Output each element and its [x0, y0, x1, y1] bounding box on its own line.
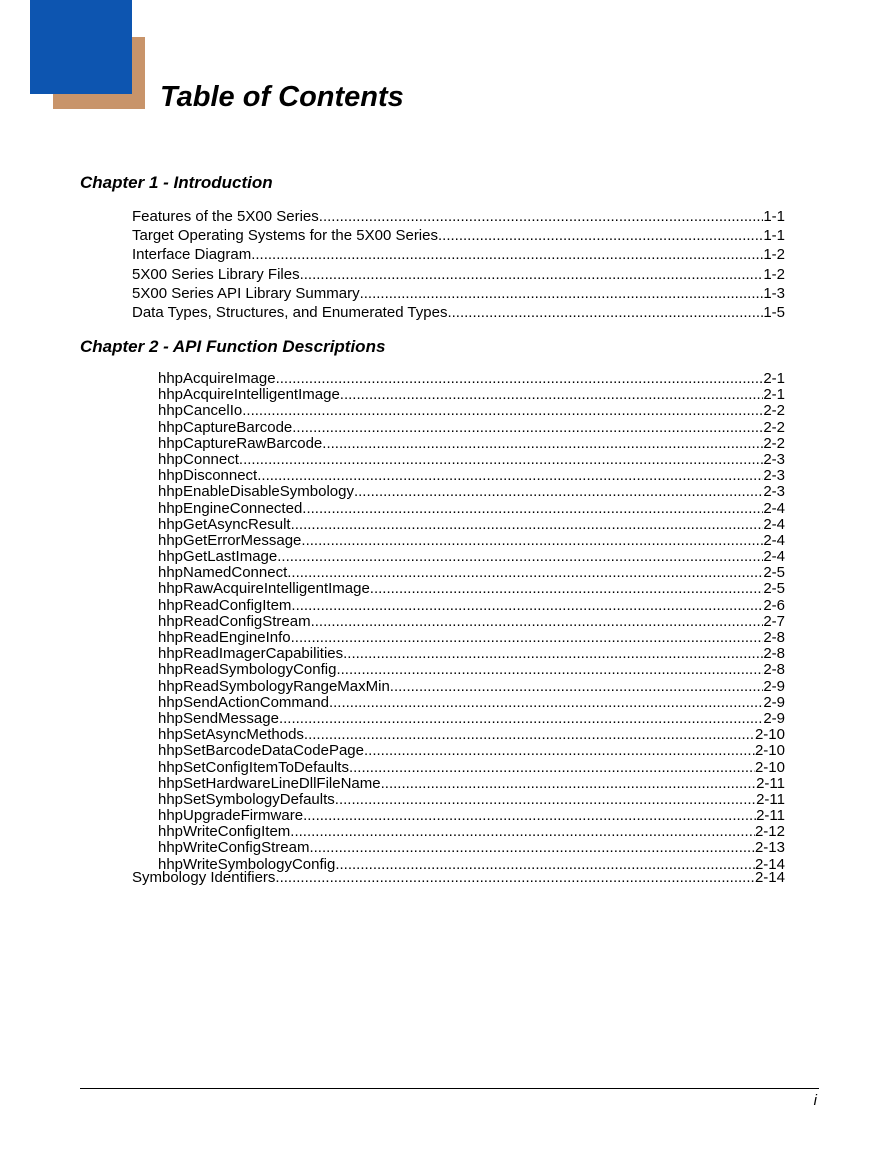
footer-divider — [80, 1088, 819, 1089]
toc-entry-page: 2-3 — [763, 451, 785, 468]
dot-leader — [340, 387, 764, 403]
dot-leader — [279, 711, 763, 727]
dot-leader — [349, 760, 755, 776]
toc-entry[interactable] — [158, 679, 785, 695]
dot-leader — [277, 549, 763, 565]
toc-entry-page: 2-14 — [754, 856, 785, 873]
toc-entry[interactable] — [158, 581, 785, 597]
dot-leader — [447, 303, 763, 322]
toc-entry-page: 2-1 — [763, 371, 785, 387]
dot-leader — [336, 662, 763, 678]
toc-entry[interactable] — [158, 840, 785, 856]
toc-entry-page: 1-3 — [763, 284, 785, 302]
dot-leader — [438, 226, 763, 245]
toc-entry-page: 2-4 — [763, 500, 785, 517]
toc-entry-page: 2-11 — [756, 808, 785, 825]
toc-entry-label: hhpEnableDisableSymbology — [158, 484, 354, 501]
toc-entry-page: 2-10 — [754, 727, 785, 744]
dot-leader — [390, 679, 764, 695]
toc-entry[interactable] — [158, 549, 785, 565]
toc-entry[interactable] — [158, 646, 785, 662]
toc-entry-page: 1-1 — [763, 227, 785, 245]
dot-leader — [329, 695, 763, 711]
toc-entry[interactable] — [158, 727, 785, 743]
toc-entry-label: Interface Diagram — [132, 246, 252, 264]
toc-entry[interactable] — [158, 371, 785, 387]
toc-entry-label: hhpReadSymbologyRangeMaxMin — [158, 678, 390, 695]
toc-entry[interactable] — [158, 760, 785, 776]
toc-entry-label: hhpRawAcquireIntelligentImage — [158, 581, 370, 598]
toc-entry-label: hhpSetConfigItemToDefaults — [158, 759, 349, 776]
dot-leader — [251, 245, 763, 264]
toc-entry-label: hhpDisconnect — [158, 468, 258, 485]
dot-leader — [364, 743, 755, 759]
toc-entry-page: 2-2 — [763, 403, 785, 420]
toc-entry-label: hhpNamedConnect — [158, 565, 288, 582]
toc-entry-page: 2-2 — [763, 435, 785, 452]
dot-leader — [291, 517, 764, 533]
toc-entry-label: hhpWriteSymbologyConfig — [158, 856, 336, 873]
toc-entry-page: 2-11 — [756, 791, 785, 808]
dot-leader — [354, 484, 763, 500]
dot-leader — [290, 824, 755, 840]
dot-leader — [311, 614, 764, 630]
toc-entry[interactable] — [132, 870, 785, 886]
toc-entry-page: 1-5 — [763, 303, 785, 321]
toc-entry-label: hhpAcquireIntelligentImage — [158, 387, 340, 404]
toc-entry-label: hhpAcquireImage — [158, 371, 276, 387]
toc-entry[interactable] — [158, 517, 785, 533]
dot-leader — [275, 870, 755, 886]
chapter-2-toc-list — [158, 371, 785, 873]
toc-entry-page: 2-12 — [754, 824, 785, 841]
dot-leader — [291, 630, 764, 646]
toc-entry-label: hhpSendActionCommand — [158, 694, 329, 711]
toc-entry[interactable] — [158, 565, 785, 581]
toc-entry-label: hhpCaptureBarcode — [158, 419, 293, 436]
toc-entry-page: 2-7 — [763, 613, 785, 630]
toc-entry-page: 2-9 — [763, 694, 785, 711]
dot-leader — [335, 792, 756, 808]
toc-entry[interactable] — [158, 387, 785, 403]
toc-entry[interactable] — [158, 420, 785, 436]
chapter-2-heading: Chapter 2 - API Function Descriptions — [80, 337, 386, 356]
toc-entry-label: hhpWriteConfigStream — [158, 840, 310, 857]
toc-entry-label: Symbology Identifiers — [132, 870, 276, 886]
toc-entry-page: 2-1 — [763, 387, 785, 404]
toc-entry-label: Data Types, Structures, and Enumerated Types — [132, 303, 448, 321]
toc-entry-page: 2-8 — [763, 646, 785, 663]
dot-leader — [360, 284, 764, 303]
toc-entry-page: 2-5 — [763, 565, 785, 582]
toc-entry-label: Features of the 5X00 Series — [132, 208, 319, 225]
toc-entry[interactable] — [132, 245, 785, 264]
toc-entry[interactable] — [158, 468, 785, 484]
toc-entry[interactable] — [158, 743, 785, 759]
dot-leader — [242, 403, 763, 419]
toc-entry-label: hhpCancelIo — [158, 403, 243, 420]
toc-entry-label: hhpReadSymbologyConfig — [158, 662, 337, 679]
page-number: i — [813, 1092, 817, 1109]
toc-entry-page: 2-8 — [763, 630, 785, 646]
toc-entry-label: Target Operating Systems for the 5X00 Series — [132, 227, 438, 245]
toc-entry[interactable] — [158, 452, 785, 468]
toc-entry[interactable] — [132, 265, 785, 284]
dot-leader — [292, 420, 763, 436]
dot-leader — [309, 840, 755, 856]
toc-entry-page: 2-4 — [763, 516, 785, 533]
toc-entry-label: hhpSetHardwareLineDllFileName — [158, 775, 381, 792]
toc-entry-page: 2-10 — [754, 743, 785, 760]
page-title: Table of Contents — [160, 81, 404, 113]
toc-entry-page: 2-2 — [763, 419, 785, 436]
toc-entry-label: hhpGetLastImage — [158, 549, 278, 566]
chapter-2-tail-toc-list — [132, 870, 785, 886]
toc-entry-page: 1-2 — [763, 246, 785, 264]
toc-entry[interactable] — [158, 501, 785, 517]
toc-entry-label: hhpGetAsyncResult — [158, 516, 291, 533]
toc-entry[interactable] — [158, 711, 785, 727]
toc-entry-page: 2-5 — [763, 581, 785, 598]
dot-leader — [343, 646, 763, 662]
dot-leader — [301, 533, 763, 549]
toc-entry-label: 5X00 Series API Library Summary — [132, 284, 360, 302]
toc-entry[interactable] — [132, 284, 785, 303]
dot-leader — [276, 371, 764, 387]
dot-leader — [319, 207, 764, 226]
dot-leader — [381, 776, 756, 792]
toc-entry-page: 2-6 — [763, 597, 785, 614]
dot-leader — [257, 468, 763, 484]
toc-entry-label: hhpSetAsyncMethods — [158, 727, 304, 744]
toc-entry-label: hhpUpgradeFirmware — [158, 808, 304, 825]
toc-entry-label: hhpReadImagerCapabilities — [158, 646, 344, 663]
dot-leader — [302, 501, 763, 517]
toc-entry[interactable] — [158, 792, 785, 808]
toc-entry[interactable] — [158, 598, 785, 614]
toc-entry[interactable] — [132, 303, 785, 322]
chapter-1-toc-list — [132, 207, 785, 322]
toc-entry-label: hhpReadConfigStream — [158, 613, 311, 630]
toc-entry-page: 2-14 — [754, 870, 785, 886]
toc-entry-label: hhpWriteConfigItem — [158, 824, 291, 841]
toc-entry-page: 2-11 — [756, 775, 785, 792]
toc-entry-page: 2-9 — [763, 710, 785, 727]
dot-leader — [291, 598, 763, 614]
toc-entry-page: 2-13 — [754, 840, 785, 857]
dot-leader — [304, 727, 755, 743]
toc-entry-label: 5X00 Series Library Files — [132, 265, 300, 283]
toc-entry-page: 2-4 — [763, 532, 785, 549]
toc-entry-label: hhpEngineConnected — [158, 500, 303, 517]
toc-entry-page: 2-3 — [763, 484, 785, 501]
toc-entry-page: 1-2 — [763, 265, 785, 283]
toc-entry[interactable] — [158, 614, 785, 630]
toc-entry-page: 2-10 — [754, 759, 785, 776]
dot-leader — [287, 565, 763, 581]
toc-entry-label: hhpCaptureRawBarcode — [158, 435, 323, 452]
toc-entry-label: hhpConnect — [158, 451, 239, 468]
dot-leader — [370, 581, 764, 597]
toc-entry[interactable] — [132, 207, 785, 226]
toc-entry-page: 2-3 — [763, 468, 785, 485]
toc-entry[interactable] — [158, 662, 785, 678]
dot-leader — [239, 452, 763, 468]
toc-entry-label: hhpGetErrorMessage — [158, 532, 302, 549]
toc-entry[interactable] — [158, 695, 785, 711]
toc-entry-label: hhpReadEngineInfo — [158, 630, 291, 646]
toc-entry-page: 1-1 — [763, 208, 785, 225]
toc-entry-label: hhpSendMessage — [158, 710, 279, 727]
toc-entry-label: hhpSetSymbologyDefaults — [158, 791, 335, 808]
toc-entry[interactable] — [158, 776, 785, 792]
toc-entry[interactable] — [158, 403, 785, 419]
dot-leader — [303, 808, 756, 824]
toc-entry-page: 2-8 — [763, 662, 785, 679]
header-decoration-blue-block — [30, 0, 132, 94]
toc-entry[interactable] — [158, 436, 785, 452]
toc-entry-label: hhpSetBarcodeDataCodePage — [158, 743, 364, 760]
dot-leader — [300, 265, 764, 284]
toc-entry-page: 2-9 — [763, 678, 785, 695]
toc-entry[interactable] — [158, 630, 785, 646]
toc-entry[interactable] — [132, 226, 785, 245]
toc-entry[interactable] — [158, 808, 785, 824]
toc-entry-page: 2-4 — [763, 549, 785, 566]
toc-entry[interactable] — [158, 533, 785, 549]
dot-leader — [322, 436, 763, 452]
toc-entry-label: hhpReadConfigItem — [158, 597, 292, 614]
chapter-1-heading: Chapter 1 - Introduction — [80, 173, 273, 192]
toc-entry[interactable] — [158, 824, 785, 840]
toc-entry[interactable] — [158, 484, 785, 500]
